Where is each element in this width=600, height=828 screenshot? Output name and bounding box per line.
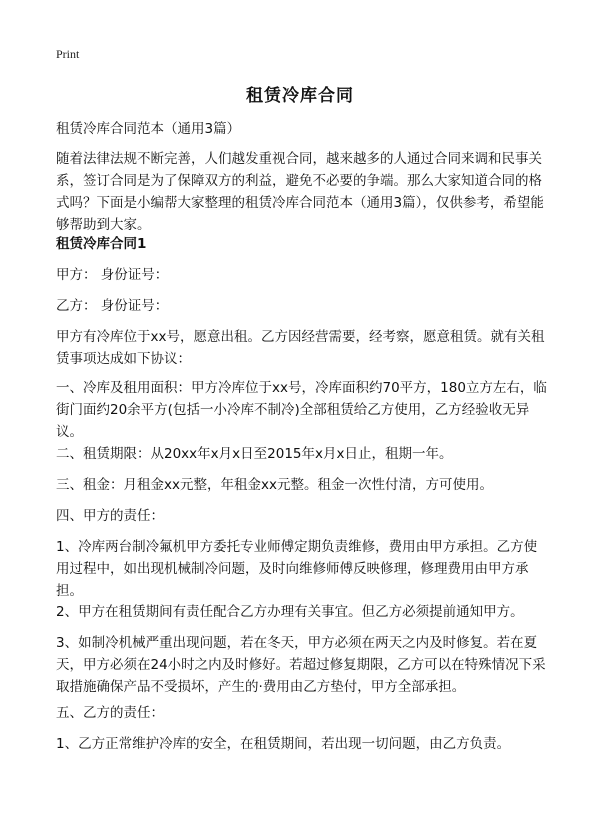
preamble-paragraph: 甲方有冷库位于xx号，愿意出租。乙方因经营需要，经考察，愿意租赁。就有关租赁事项达成如下协议：	[56, 329, 545, 367]
clause-1: 一、冷库及租用面积：甲方冷库位于xx号，冷库面积约70平方，180立方左右，临街门面约20余平方(包括一小冷库不制冷)全部租赁给乙方使用，乙方经验收无异议。	[56, 380, 547, 440]
intro-paragraph: 随着法律法规不断完善，人们越发重视合同，越来越多的人通过合同来调和民事关系，签订合同是为了保障双方的利益，避免不必要的争端。那么大家知道合同的格式吗？下面是小编帮大家整理的租赁冷库合同范本（通用3篇），仅供参考，希望能够帮助到大家。	[56, 151, 544, 233]
clause-3: 三、租金：月租金xx元整，年租金xx元整。租金一次性付清，方可使用。	[56, 477, 493, 493]
clause-4-heading: 四、甲方的责任：	[56, 508, 164, 524]
clause-4-item-2: 2、甲方在租赁期间有责任配合乙方办理有关事宜。但乙方必须提前通知甲方。	[56, 604, 524, 620]
party-b-line: 乙方： 身份证号：	[56, 298, 169, 314]
clause-4-item-3: 3、如制冷机械严重出现问题，若在冬天，甲方必须在两天之内及时修复。若在夏天，甲方必须在24小时之内及时修好。若超过修复期限，乙方可以在特殊情况下采取措施确保产品不受损坏，产生的·费用由乙方垫付，甲方全部承担。	[56, 635, 546, 695]
clause-2: 二、租赁期限：从20xx年x月x日至2015年x月x日止，租期一年。	[56, 446, 453, 462]
clause-4-item-1: 1、冷库两台制冷氟机甲方委托专业师傅定期负责维修，费用由甲方承担。乙方使用过程中，如出现机械制冷问题，及时向维修师傅反映修理，修理费用由甲方承担。	[56, 539, 538, 599]
section-heading: 租赁冷库合同1	[56, 236, 147, 252]
clause-5-item-1: 1、乙方正常维护冷库的安全，在租赁期间，若出现一切问题，由乙方负责。	[56, 736, 511, 752]
party-a-line: 甲方： 身份证号：	[56, 267, 169, 283]
document-subtitle: 租赁冷库合同范本（通用3篇）	[56, 121, 241, 137]
document-title: 租赁冷库合同	[246, 86, 354, 106]
clause-5-heading: 五、乙方的责任：	[56, 705, 164, 721]
print-link[interactable]: Print	[56, 47, 80, 61]
